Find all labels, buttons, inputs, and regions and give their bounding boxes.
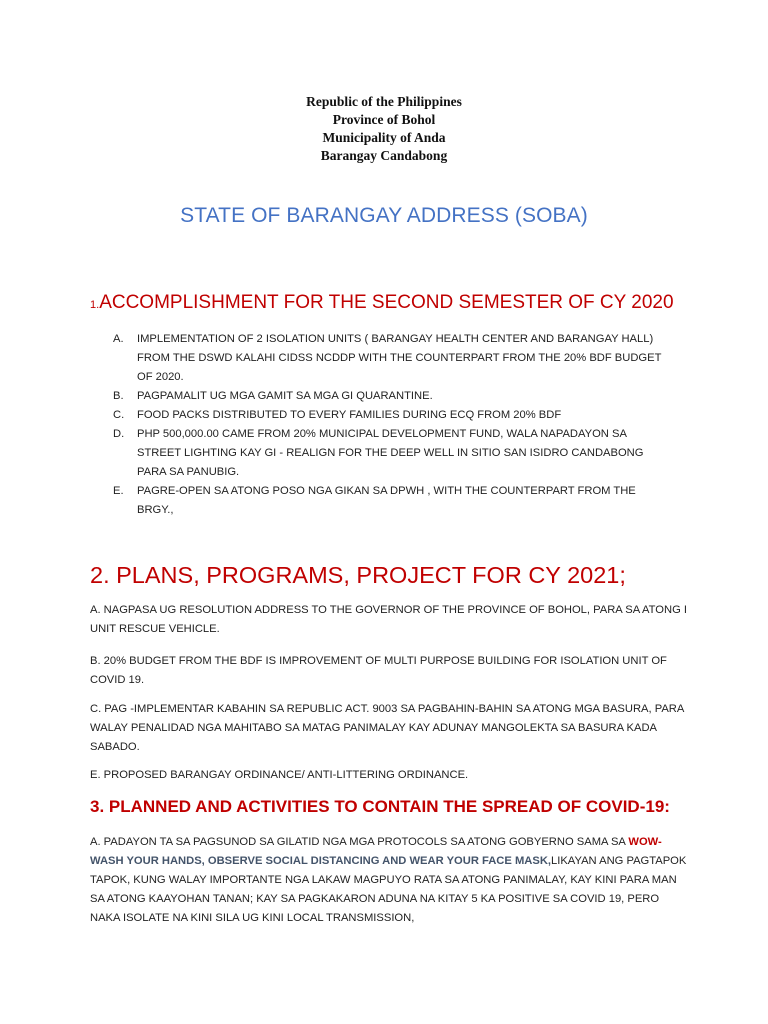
document-header — [0, 93, 768, 165]
plan-paragraph-e: E. PROPOSED BARANGAY ORDINANCE/ ANTI-LITTERING ORDINANCE. — [90, 769, 469, 781]
list-item — [113, 330, 673, 387]
list-marker: C. — [113, 409, 125, 421]
accomplishment-list — [113, 330, 673, 520]
section2-heading: 2. PLANS, PROGRAMS, PROJECT FOR CY 2021; — [90, 562, 626, 588]
header-province: Province of Bohol — [332, 112, 436, 127]
wow-label: WOW- — [628, 836, 662, 848]
section3-heading: 3. PLANNED AND ACTIVITIES TO CONTAIN THE SPREAD OF COVID-19: — [90, 797, 670, 816]
plan-paragraph-a: A. NAGPASA UG RESOLUTION ADDRESS TO THE GOVERNOR OF THE PROVINCE OF BOHOL, PARA SA ATONG I UNIT RESCUE VEHICLE. — [90, 604, 688, 635]
list-item-text: PAGRE-OPEN SA ATONG POSO NGA GIKAN SA DPWH , WITH THE COUNTERPART FROM THE BRGY., — [137, 485, 636, 516]
plan-paragraph-c: C. PAG -IMPLEMENTAR KABAHIN SA REPUBLIC ACT. 9003 SA PAGBAHIN-BAHIN SA ATONG MGA BASURA, PARA WALAY PENALIDAD NGA MAHITABO SA MATAG PANIMALAY KAY ADUNAY MANGOLEKTA SA BASURA KADA SABADO. — [90, 703, 684, 753]
header-barangay: Barangay Candabong — [320, 148, 448, 163]
section1-number: 1. — [90, 299, 100, 311]
activity-paragraph-a-start: A. PADAYON TA SA PAGSUNOD SA GILATID NGA MGA PROTOCOLS SA ATONG GOBYERNO SAMA SA — [90, 836, 629, 848]
list-item-text: PAGPAMALIT UG MGA GAMIT SA MGA GI QUARANTINE. — [137, 390, 433, 402]
list-marker: A. — [113, 333, 124, 345]
list-marker: E. — [113, 485, 124, 497]
list-item-text: FOOD PACKS DISTRIBUTED TO EVERY FAMILIES DURING ECQ FROM 20% BDF — [137, 409, 562, 421]
wow-slogan: WASH YOUR HANDS, OBSERVE SOCIAL DISTANCING AND WEAR YOUR FACE MASK, — [90, 855, 552, 867]
activity-paragraph-a-end: LIKAYAN ANG PAGTAPOK TAPOK, KUNG WALAY IMPORTANTE NGA LAKAW MAGPUYO RATA SA ATONG PANIMALAY, KAY KINI PARA MAN SA ATONG KAAYOHAN TANAN; KAY SA PAGKAKARON ADUNA NA KITAY 5 KA POSITIVE SA COVID 19, PERO NAKA ISOLATE NA KINI SILA UG KINI LOCAL TRANSMISSION, — [90, 855, 687, 924]
list-item — [113, 482, 673, 520]
list-item-text: PHP 500,000.00 CAME FROM 20% MUNICIPAL DEVELOPMENT FUND, WALA NAPADAYON SA STREET LIGHTING KAY GI - REALIGN FOR THE DEEP WELL IN SITIO SAN ISIDRO CANDABONG PARA SA PANUBIG. — [137, 428, 644, 478]
section1-title: ACCOMPLISHMENT FOR THE SECOND SEMESTER OF CY 2020 — [99, 292, 674, 313]
header-republic: Republic of the Philippines — [306, 94, 462, 109]
list-item-text: IMPLEMENTATION OF 2 ISOLATION UNITS ( BARANGAY HEALTH CENTER AND BARANGAY HALL) FROM THE DSWD KALAHI CIDSS NCDDP WITH THE COUNTERPART FROM THE 20% BDF BUDGET OF 2020. — [137, 333, 662, 383]
list-item — [113, 425, 673, 482]
list-item — [113, 406, 673, 425]
section1-heading — [90, 292, 674, 314]
list-item — [113, 387, 673, 406]
list-marker: B. — [113, 390, 124, 402]
activity-paragraph-a — [90, 833, 690, 928]
document-title: STATE OF BARANGAY ADDRESS (SOBA) — [180, 204, 588, 227]
plan-paragraph-b: B. 20% BUDGET FROM THE BDF IS IMPROVEMENT OF MULTI PURPOSE BUILDING FOR ISOLATION UNIT OF COVID 19. — [90, 655, 667, 686]
header-municipality: Municipality of Anda — [322, 130, 446, 145]
list-marker: D. — [113, 428, 125, 440]
